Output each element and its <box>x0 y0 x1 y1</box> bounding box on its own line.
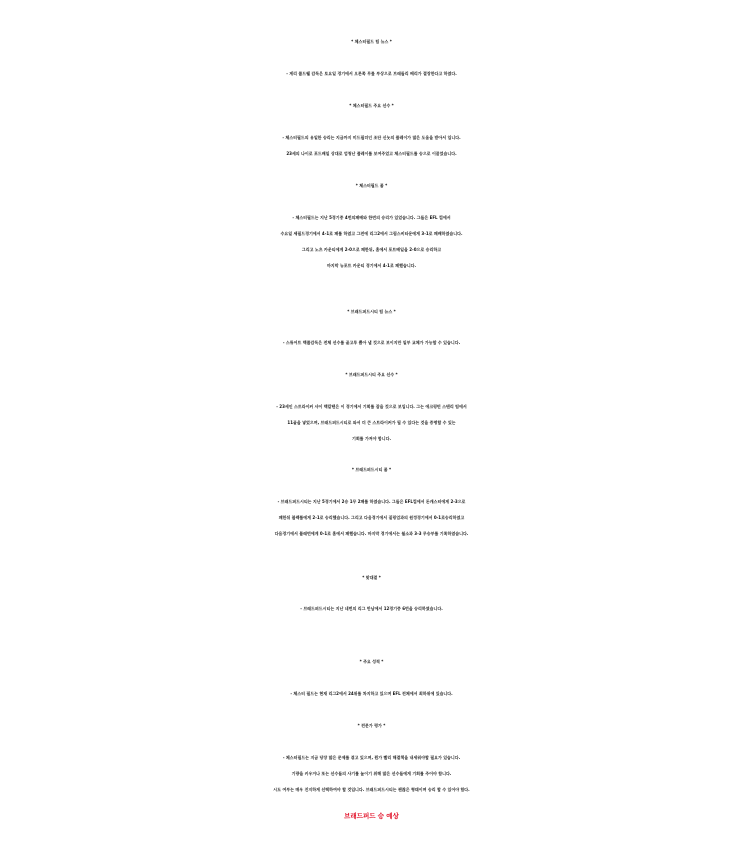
key-record-body <box>0 686 743 702</box>
text-line: 그리고 노츠 카운티에게 2-0으로 패한뒤, 홈에서 포트배일을 2-0으로 승리하고 <box>301 247 442 252</box>
bradford-team-news-heading: * 브래드퍼드시티 팀 뉴스 * <box>347 309 396 314</box>
chesterfield-team-news-body <box>0 66 743 82</box>
text-line: 시도 여부는 매우 진지하게 선택하여야 할 것입니다. 브래드퍼드시티는 괜찮은 형태이며 승리 할 수 있어야 합다. <box>273 787 470 792</box>
text-line: 기량을 키우거나 또는 선수들의 사기를 높이기 위해 많은 선수들에게 기회를 주어야 합니다. <box>291 771 452 776</box>
text-line: 다음경기에서 블래번에게 0-1로 홈에서 패했습니다. 마지막 경기에서는 월소과 3-3 무승부를 기록하였습니다. <box>274 531 469 536</box>
bradford-key-player-heading: * 브래드퍼드시티 주요 선수 * <box>345 372 398 377</box>
bradford-key-player-body <box>0 399 743 447</box>
expert-body <box>0 750 743 798</box>
chesterfield-key-player-body <box>0 130 743 162</box>
text-line: - 23세인 스트라이커 샤이 맥칼탠은 이 경기에서 기회를 잡을 것으로 보입니다. 그는 에크링턴 스탠리 팀에서 <box>276 404 467 409</box>
text-line: - 체스터필드의 유일한 승리는 지금까지 미드필더인 조단 신놋의 플레이가 많은 도움을 받아서 입니다. <box>282 135 461 140</box>
chesterfield-form-heading: * 체스터필드 폼 * <box>355 183 388 188</box>
text-line: - 스튜어트 맥콜감독은 전체 선수를 골고루 뽑아 낼 것으로 보이지만 일부 교체가 가능할 수 있습니다. <box>282 340 461 345</box>
text-line: - 브래드퍼드시티는 지난 네번의 리그 만남에서 12경기중 6번을 승리하였습니다. <box>300 606 443 611</box>
text-line: - 체스터필드는 지금 당장 많은 문제를 겪고 있으며, 뭔가 빨리 해결책을 내세워야할 필요가 있습니다. <box>282 755 461 760</box>
bradford-form-heading: * 브래드퍼드시티 폼 * <box>351 467 392 472</box>
text-line: 11골을 넣었으며, 브래드퍼드시티로 와서 더 큰 스트라이커가 될 수 있다는 것을 증명할 수 있는 <box>287 420 456 425</box>
head-to-head-heading: * 맞대결 * <box>362 575 381 580</box>
text-line: 마지막 뉴포트 카운티 경기에서 4-1로 패했습니다. <box>326 263 417 268</box>
text-line: 기회를 가져야 합니다. <box>351 436 392 441</box>
text-line: - 체스터 필드는 현재 리그2에서 24위를 차지하고 있으며 EFL 전체에서 최하위에 있습니다. <box>290 691 453 696</box>
expert-heading: * 전문가 평가 * <box>357 723 386 728</box>
chesterfield-key-player-heading: * 체스터필드 주요 선수 * <box>349 103 394 108</box>
chesterfield-team-news-heading: * 체스터필드 팀 뉴스 * <box>351 39 392 44</box>
text-line: - 브래드퍼드시티는 지난 5경기에서 2승 1무 2패를 하였습니다. 그들은 EFL컵에서 돈캐스터에게 2-3으로 <box>277 499 466 504</box>
head-to-head-body <box>0 601 743 617</box>
prediction-conclusion: 브래드퍼드 승 예상 <box>344 812 399 820</box>
text-line: 패한뒤 블랙풀에게 2-1로 승리했습니다. 그리고 다음경기에서 질링엄과의 원정경기에서 0-1로승리하였고 <box>278 515 465 520</box>
text-line: - 체스터필드는 지난 5경기중 4번의패배와 한번의 승리가 있었습니다. 그들은 EFL 컵에서 <box>292 215 451 220</box>
text-line: - 게리 콜드웰 감독은 토요일 경기에서 오른쪽 무릎 부상으로 브래들리 배리가 결장한다고 하였다. <box>286 71 457 76</box>
chesterfield-form-body <box>0 210 743 274</box>
text-line: 수요일 셰필드경기에서 4-1로 패를 하였고 그전에 리그2에서 그림스비타운에게 3-1로 패배하였습니다. <box>280 231 463 236</box>
key-record-heading: * 주요 성적 * <box>359 659 384 664</box>
text-line: 23세의 나이로 포드배일 상대로 엄청난 플레이를 보여주었고 체스터필드를 승으로 이끌었습니다. <box>286 151 457 156</box>
bradford-form-body <box>0 494 743 542</box>
bradford-team-news-body <box>0 335 743 351</box>
